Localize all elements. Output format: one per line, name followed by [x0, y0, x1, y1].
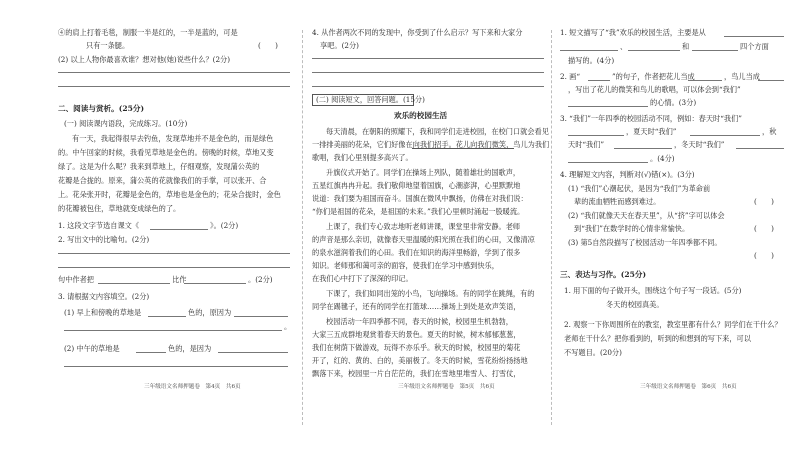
- answer-blank[interactable]: [688, 80, 722, 81]
- question-text: 色的，是因为: [168, 344, 212, 353]
- answer-line[interactable]: [64, 366, 288, 367]
- page-4: [58, 28, 293, 408]
- passage-line: 的声音是那么亲切，就像春天里温暖的阳光照在我们的心田，又像清凉: [312, 235, 535, 244]
- passage-line: 同学在踢毽子，还有的同学在打篮球……操场上到处是欢声笑语，: [312, 302, 521, 311]
- question: 3. 请根据文内容填空。(2分): [58, 292, 150, 301]
- section-heading: 二、阅读与赏析。(25分): [58, 104, 145, 113]
- question: 句中作者把: [58, 275, 94, 284]
- passage-line: 的花瓣被包住，草地就变成绿色的了。: [58, 204, 181, 213]
- question-text: 辈的流血牺牲而感到难过。: [574, 197, 661, 206]
- separator: 、: [620, 42, 628, 51]
- passage-line: “你们是祖国的花朵，是祖国的未来。”我们心里顿时涌起一股暖流。: [312, 207, 525, 216]
- question: 3. “我们”一年四季的校园活动不同，例如：春天时“我们”: [560, 114, 742, 123]
- passage-line: 我们在树荫下做游戏，玩得不亦乐乎。秋天的时候，校园里的菊花: [312, 343, 521, 352]
- passage-line: 大家三五成群地观赏着春天的景色。夏天的时候，树木郁郁葱葱，: [312, 330, 521, 339]
- question: 2. 观察一下你周围所在的教室，教室里都有什么？同学们在干什么？: [564, 320, 782, 329]
- passage-line: 知识。老师那和蔼可亲的面容，使我们在学习中感到快乐，: [312, 261, 499, 270]
- answer-line[interactable]: [312, 72, 544, 73]
- answer-blank[interactable]: [136, 352, 166, 353]
- question-text: 不写题目。(20分): [564, 348, 622, 357]
- page-divider: [302, 30, 303, 425]
- question: 1. 这段文字节选自课文《: [58, 221, 140, 230]
- question: 描写的。(4分): [568, 56, 615, 65]
- page-footer: 三年级语文名师押题卷 第6页 共6页: [640, 384, 737, 390]
- answer-line[interactable]: [58, 253, 290, 254]
- passage-line: 的。中午回家的时候，我看见草地是金色的。傍晚的时候，草地又变: [58, 148, 274, 157]
- question-suffix: 。: [284, 322, 292, 331]
- question: 4. 从作者两次不同的发现中，你受到了什么启示？写下来和大家分: [312, 28, 523, 37]
- passage-line: 说道：我们要为祖国而奋斗。国旗在微风中飘扬，仿佛在对我们说：: [312, 194, 528, 203]
- question-text: ”的句子，作者把花儿当成: [612, 72, 695, 81]
- question-text: 四个方面: [740, 42, 769, 51]
- answer-line[interactable]: [312, 86, 544, 87]
- answer-blank[interactable]: [560, 50, 618, 51]
- question-text: 天时“我们”: [568, 140, 605, 149]
- answer-blank[interactable]: [692, 50, 738, 51]
- underlined-sentence: [412, 148, 514, 149]
- question: (2) “我们就像天天在春天里”，从“挤”字可以体会: [568, 211, 725, 220]
- answer-line[interactable]: [58, 72, 290, 73]
- answer-blank[interactable]: [234, 316, 288, 317]
- wavy-line-sample: [588, 80, 610, 81]
- answer-blank[interactable]: [628, 50, 680, 51]
- passage-line: 飘落下来，校园里一片白茫茫的，我们在雪地里堆雪人、打雪仗，: [312, 369, 521, 378]
- question: 4. 理解短文内容，判断对(√)错(×)。(3分): [560, 170, 695, 179]
- question-text: ，鸟儿当成: [724, 72, 760, 81]
- passage-title: 欢乐的校园生活: [394, 111, 448, 120]
- section-heading: 三、表达与习作。(25分): [560, 270, 647, 279]
- question: 1. 短文描写了“我”欢乐的校园生活，主要是从: [560, 28, 706, 37]
- question-text: ，秋: [762, 127, 777, 136]
- answer-blank[interactable]: [614, 148, 672, 149]
- question-text: 和: [682, 42, 690, 51]
- question: (1) 早上和傍晚的草地是: [64, 308, 142, 317]
- answer-line[interactable]: [58, 86, 290, 87]
- answer-blank[interactable]: [148, 316, 186, 317]
- answer-blank[interactable]: [758, 80, 784, 81]
- passage-line: 开了，红的、黄的、白的，美丽极了。冬天的时候，雪花纷纷扬扬地: [312, 356, 528, 365]
- answer-paren[interactable]: ( ): [754, 251, 774, 260]
- question: 2. 写出文中的比喻句。(2分): [58, 235, 150, 244]
- question: 享吧。(2分): [320, 41, 359, 50]
- question-suffix: 》。(2分): [210, 221, 239, 230]
- answer-line[interactable]: [312, 58, 544, 59]
- text-line: 只有一条腿。: [86, 41, 130, 50]
- subsection-heading: (二) 阅读短文，回答问题。(15分): [316, 95, 425, 104]
- question: 1. 用下面的句子做开头，围绕这个句子写一段话。(5分): [564, 286, 742, 295]
- answer-blank[interactable]: [218, 352, 288, 353]
- answer-blank[interactable]: [690, 135, 760, 136]
- page-footer: 三年级语文名师押题卷 第5页 共6页: [398, 384, 495, 390]
- question-text: ，冬天时“我们”: [674, 140, 725, 149]
- text-line: ④的肩上打着毛毯，制服一半是红的，一半是蓝的，可是: [58, 28, 238, 37]
- answer-line[interactable]: [64, 330, 282, 331]
- answer-paren[interactable]: ( ): [754, 197, 774, 206]
- page-5: [312, 28, 550, 408]
- prompt-sentence: 冬天的校园真美。: [606, 300, 664, 309]
- passage-line: 歌唱，我们心里别提多高兴了。: [312, 153, 413, 162]
- passage-line: 绿了。这是为什么呢？我来到草地上，仔细观察，发现蒲公英的: [58, 162, 260, 171]
- passage-line: 一排排美丽的花朵，它们好像在向我们招手。花儿向我们微笑，鸟儿为我们: [312, 140, 550, 149]
- answer-blank[interactable]: [568, 162, 648, 163]
- question: (3) 第5自然段描写了校园活动一年四季都不同。: [568, 238, 722, 247]
- answer-blank[interactable]: [568, 106, 648, 107]
- question-text: 。(4分): [650, 154, 675, 163]
- answer-paren: ( ): [258, 41, 278, 50]
- question: 2. 画“: [560, 72, 581, 81]
- question-text: 的心情。(3分): [650, 98, 697, 107]
- passage-line: 有一天，我起得很早去钓鱼，发现草地并不是金色的，而是绿色: [72, 134, 274, 143]
- question-text: 到“我们”在数学时的心情非常愉快。: [574, 224, 690, 233]
- answer-blank[interactable]: [736, 148, 784, 149]
- answer-paren[interactable]: ( ): [754, 224, 774, 233]
- answer-blank[interactable]: [724, 36, 784, 37]
- answer-blank[interactable]: [568, 135, 624, 136]
- passage-line: 升旗仪式开始了。同学们在操场上列队，随着雄壮的国歌声，: [326, 168, 521, 177]
- answer-blank[interactable]: [184, 283, 246, 284]
- page-footer: 三年级语文名师押题卷 第4页 共6页: [144, 384, 241, 390]
- passage-line: 上课了，我们专心致志地听老师讲课，课堂里非常安静。老师: [326, 222, 521, 231]
- question: (2) 以上人物你最喜欢谁？想对他(她)说些什么？(2分): [58, 55, 231, 64]
- passage-line: 校园活动一年四季都不同，春天的时候，校园里生机勃勃，: [326, 317, 513, 326]
- subsection-heading: (一) 阅读课内语段，完成练习。(10分): [64, 119, 188, 128]
- question: ，写出了花儿的微笑和鸟儿的歌唱，可以体会到“我们”: [568, 85, 741, 94]
- passage-line: 上。花朵张开时，花瓣是金色的，草地也是金色的；花朵合拢时，金色: [58, 190, 281, 199]
- answer-blank[interactable]: [98, 283, 170, 284]
- page-divider: [551, 30, 552, 425]
- question: (2) 中午的草地是: [64, 344, 120, 353]
- passage-line: 在我们心中打下了深深的印记。: [312, 274, 413, 283]
- question-text: ，夏天时“我们”: [626, 127, 677, 136]
- passage-line: 五星红旗冉冉升起。我们敬仰地望着国旗，心潮澎湃，心里默默地: [312, 181, 521, 190]
- question-text: 老师在干什么？把你看到的，听到的和想到的写下来，可以: [564, 334, 751, 343]
- question: (1) “我们”心潮起伏，是因为“我们”为革命前: [568, 184, 711, 193]
- passage-line: 花瓣是合拢的。原来，蒲公英的花就像我们的手掌，可以张开、合: [58, 176, 267, 185]
- page-6: [560, 28, 785, 408]
- question-text: 色的，原因为: [188, 308, 232, 317]
- answer-blank[interactable]: [150, 229, 208, 230]
- passage-line: 下课了，我们如同出笼的小鸟，飞向操场。有的同学在跳绳，有的: [326, 289, 535, 298]
- passage-line: 的泉水滋润着我们的心田。我们在知识的海洋里畅游，学到了很多: [312, 248, 521, 257]
- answer-line[interactable]: [58, 267, 290, 268]
- question-suffix: 。(2分): [248, 275, 273, 284]
- question-text: 比作: [172, 275, 187, 284]
- passage-line: 每天清晨，在朝阳的照耀下，我和同学们走进校园，在校门口就会看见: [326, 127, 549, 136]
